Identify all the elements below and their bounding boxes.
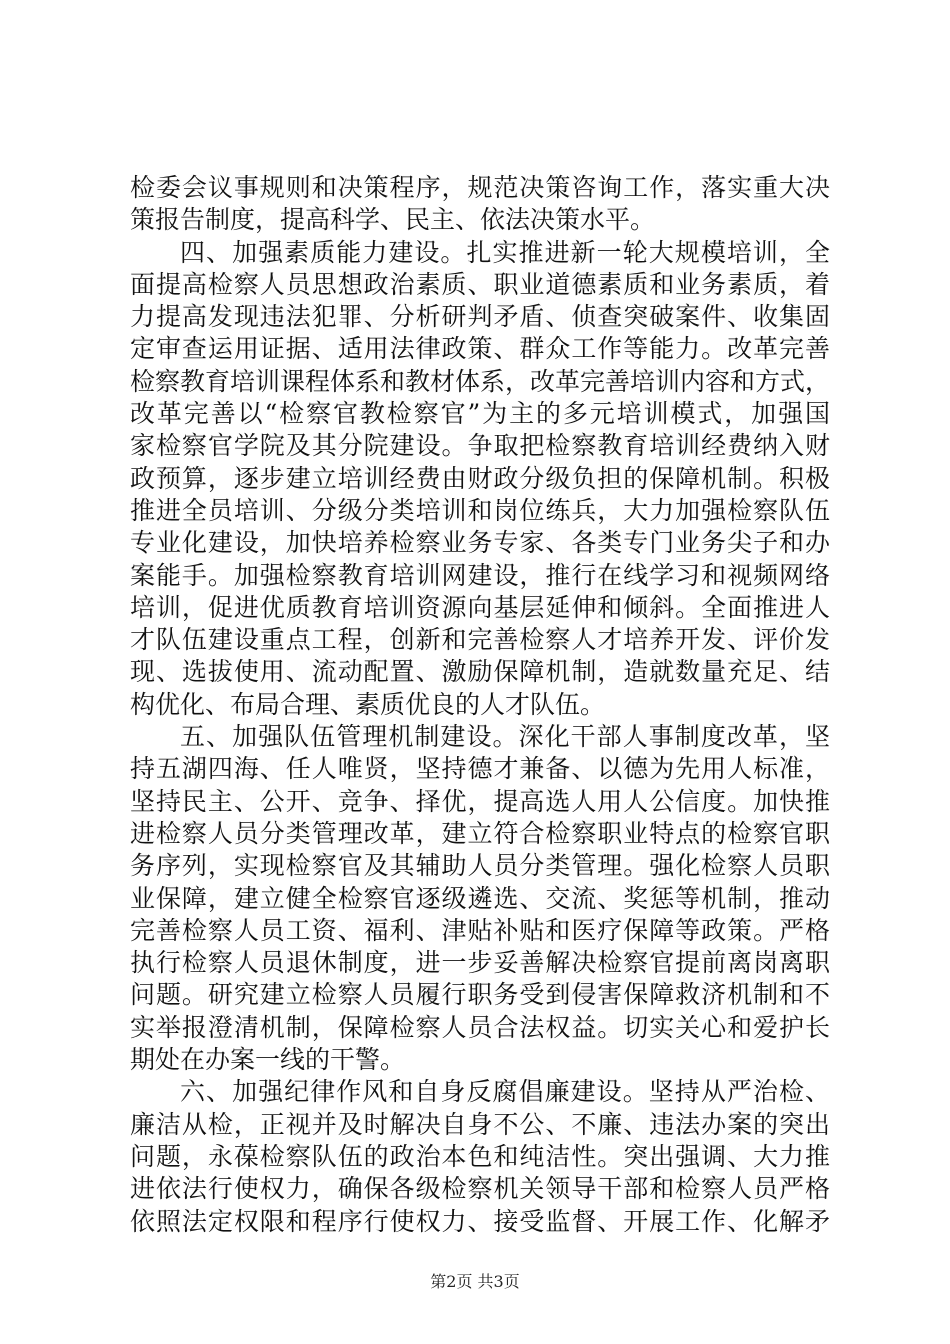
text-line: 坚持民主、公开、竞争、择优，提高选人用人公信度。加快推 (130, 786, 830, 816)
text-line: 现、选拔使用、流动配置、激励保障机制，造就数量充足、结 (130, 657, 830, 687)
text-line: 构优化、布局合理、素质优良的人才队伍。 (130, 689, 606, 719)
page-number-footer: 第2页 共3页 (430, 1272, 520, 1291)
paragraph-start-line: 六、加强纪律作风和自身反腐倡廉建设。坚持从严治检、 (180, 1077, 830, 1107)
paragraph-start-line: 四、加强素质能力建设。扎实推进新一轮大规模培训，全 (180, 237, 830, 267)
text-line: 期处在办案一线的干警。 (130, 1045, 406, 1075)
text-line: 实举报澄清机制，保障检察人员合法权益。切实关心和爱护长 (130, 1012, 830, 1042)
text-line: 才队伍建设重点工程，创新和完善检察人才培养开发、评价发 (130, 625, 830, 655)
document-body (130, 172, 830, 1238)
text-line: 问题。研究建立检察人员履行职务受到侵害保障救济机制和不 (130, 980, 830, 1010)
text-line: 政预算，逐步建立培训经费由财政分级负担的保障机制。积极 (130, 463, 830, 493)
text-line: 完善检察人员工资、福利、津贴补贴和医疗保障等政策。严格 (130, 915, 830, 945)
text-line: 培训，促进优质教育培训资源向基层延伸和倾斜。全面推进人 (130, 592, 830, 622)
text-line: 务序列，实现检察官及其辅助人员分类管理。强化检察人员职 (130, 851, 830, 881)
text-line: 改革完善以“检察官教检察官”为主的多元培训模式，加强国 (130, 399, 830, 429)
text-line: 检察教育培训课程体系和教材体系，改革完善培训内容和方式， (130, 366, 831, 396)
text-line: 进检察人员分类管理改革，建立符合检察职业特点的检察官职 (130, 818, 830, 848)
text-line: 家检察官学院及其分院建设。争取把检察教育培训经费纳入财 (130, 431, 830, 461)
text-line: 进依法行使权力，确保各级检察机关领导干部和检察人员严格 (130, 1174, 830, 1204)
text-line: 持五湖四海、任人唯贤，坚持德才兼备、以德为先用人标准， (130, 754, 830, 784)
text-line: 力提高发现违法犯罪、分析研判矛盾、侦查突破案件、收集固 (130, 302, 830, 332)
text-line: 推进全员培训、分级分类培训和岗位练兵，大力加强检察队伍 (130, 495, 830, 525)
text-line: 专业化建设，加快培养检察业务专家、各类专门业务尖子和办 (130, 528, 830, 558)
text-line: 廉洁从检，正视并及时解决自身不公、不廉、违法办案的突出 (130, 1109, 830, 1139)
text-line: 业保障，建立健全检察官逐级遴选、交流、奖惩等机制，推动 (130, 883, 830, 913)
text-line: 案能手。加强检察教育培训网建设，推行在线学习和视频网络 (130, 560, 830, 590)
text-line: 执行检察人员退休制度，进一步妥善解决检察官提前离岗离职 (130, 948, 830, 978)
text-line: 依照法定权限和程序行使权力、接受监督、开展工作、化解矛 (130, 1206, 830, 1236)
text-line: 定审查运用证据、适用法律政策、群众工作等能力。改革完善 (130, 334, 830, 364)
text-line: 面提高检察人员思想政治素质、职业道德素质和业务素质，着 (130, 269, 830, 299)
text-line: 检委会议事规则和决策程序，规范决策咨询工作，落实重大决 (130, 173, 830, 202)
paragraph-start-line: 五、加强队伍管理机制建设。深化干部人事制度改革，坚 (180, 722, 830, 752)
text-line: 问题，永葆检察队伍的政治本色和纯洁性。突出强调、大力推 (130, 1141, 830, 1171)
text-line: 策报告制度，提高科学、民主、依法决策水平。 (130, 205, 656, 235)
